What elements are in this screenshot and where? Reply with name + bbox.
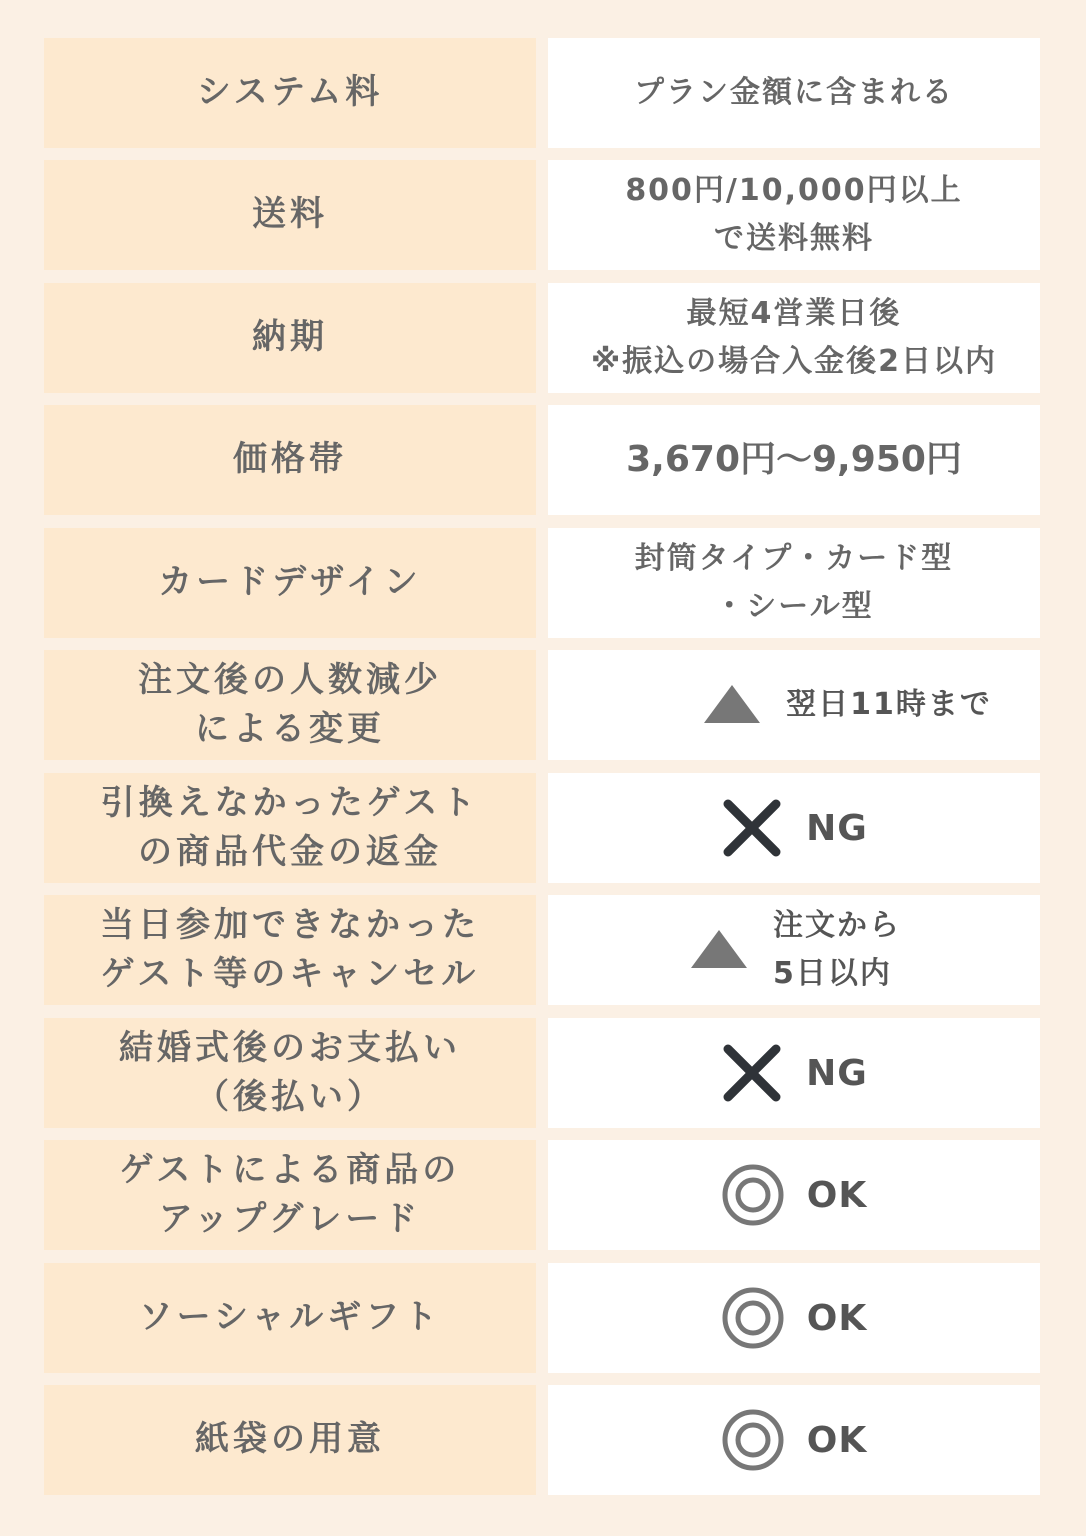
row-label-cell bbox=[44, 895, 536, 1005]
table-row bbox=[44, 895, 1040, 1005]
cross-icon bbox=[720, 1041, 784, 1105]
row-label: ソーシャルギフト bbox=[138, 1297, 442, 1338]
row-label: 価格帯 bbox=[233, 439, 347, 480]
row-label-cell bbox=[44, 773, 536, 883]
cross-icon bbox=[720, 796, 784, 860]
table-row bbox=[44, 1140, 1040, 1250]
row-label: 引換えなかったゲスト の商品代金の返金 bbox=[100, 782, 480, 872]
triangle-icon bbox=[687, 918, 751, 982]
table-row bbox=[44, 1263, 1040, 1373]
row-label-cell bbox=[44, 528, 536, 638]
row-value: 翌日11時まで bbox=[786, 687, 992, 722]
row-label-cell bbox=[44, 1140, 536, 1250]
row-value: プラン金額に含まれる bbox=[634, 75, 954, 110]
row-value-cell bbox=[548, 895, 1040, 1005]
row-label: システム料 bbox=[196, 72, 384, 113]
row-label: 結婚式後のお支払い （後払い） bbox=[119, 1027, 461, 1117]
row-label-cell bbox=[44, 283, 536, 393]
table-row bbox=[44, 1385, 1040, 1495]
row-value: 800円/10,000円以上 で送料無料 bbox=[625, 173, 963, 256]
row-label-cell bbox=[44, 1263, 536, 1373]
row-value-cell bbox=[548, 38, 1040, 148]
table-row bbox=[44, 283, 1040, 393]
row-value: 3,670円〜9,950円 bbox=[626, 439, 962, 481]
row-mark-group bbox=[721, 1408, 868, 1472]
table-row bbox=[44, 528, 1040, 638]
row-label: 紙袋の用意 bbox=[195, 1419, 385, 1460]
row-mark-group bbox=[720, 1041, 868, 1105]
row-value: OK bbox=[806, 1174, 868, 1216]
row-label-cell bbox=[44, 1018, 536, 1128]
row-label-cell bbox=[44, 1385, 536, 1495]
row-mark-group bbox=[721, 1286, 868, 1350]
row-label: ゲストによる商品の アップグレード bbox=[119, 1149, 461, 1239]
row-label-cell bbox=[44, 160, 536, 270]
table-row bbox=[44, 773, 1040, 883]
table-row bbox=[44, 1018, 1040, 1128]
row-value-cell bbox=[548, 1385, 1040, 1495]
row-value: NG bbox=[806, 807, 868, 849]
row-value-cell bbox=[548, 1263, 1040, 1373]
row-value: 封筒タイプ・カード型 ・シール型 bbox=[634, 541, 954, 624]
row-label: 送料 bbox=[252, 194, 328, 235]
row-value: OK bbox=[806, 1419, 868, 1461]
row-label-cell bbox=[44, 650, 536, 760]
row-label: 注文後の人数減少 による変更 bbox=[138, 659, 442, 749]
row-value: OK bbox=[806, 1297, 868, 1339]
row-value-cell bbox=[548, 283, 1040, 393]
row-label: 納期 bbox=[252, 317, 328, 358]
row-value-cell bbox=[548, 1140, 1040, 1250]
row-value-cell bbox=[548, 160, 1040, 270]
row-label: カードデザイン bbox=[158, 562, 422, 603]
row-value-cell bbox=[548, 650, 1040, 760]
row-mark-group bbox=[700, 673, 992, 737]
row-mark-group bbox=[687, 902, 901, 998]
row-value: 最短4営業日後 ※振込の場合入金後2日以内 bbox=[590, 296, 998, 379]
row-label: 当日参加できなかった ゲスト等のキャンセル bbox=[100, 904, 480, 994]
table-row bbox=[44, 650, 1040, 760]
row-value: NG bbox=[806, 1052, 868, 1094]
triangle-icon bbox=[700, 673, 764, 737]
row-value-cell bbox=[548, 405, 1040, 515]
row-value: 注文から 5日以内 bbox=[773, 908, 901, 991]
double-circle-icon bbox=[721, 1286, 785, 1350]
table-row bbox=[44, 405, 1040, 515]
row-label-cell bbox=[44, 405, 536, 515]
row-mark-group bbox=[720, 796, 868, 860]
row-value-cell bbox=[548, 773, 1040, 883]
double-circle-icon bbox=[721, 1408, 785, 1472]
row-value-cell bbox=[548, 1018, 1040, 1128]
row-mark-group bbox=[721, 1163, 868, 1227]
table-row bbox=[44, 160, 1040, 270]
table-row bbox=[44, 38, 1040, 148]
double-circle-icon bbox=[721, 1163, 785, 1227]
row-value-cell bbox=[548, 528, 1040, 638]
row-label-cell bbox=[44, 38, 536, 148]
